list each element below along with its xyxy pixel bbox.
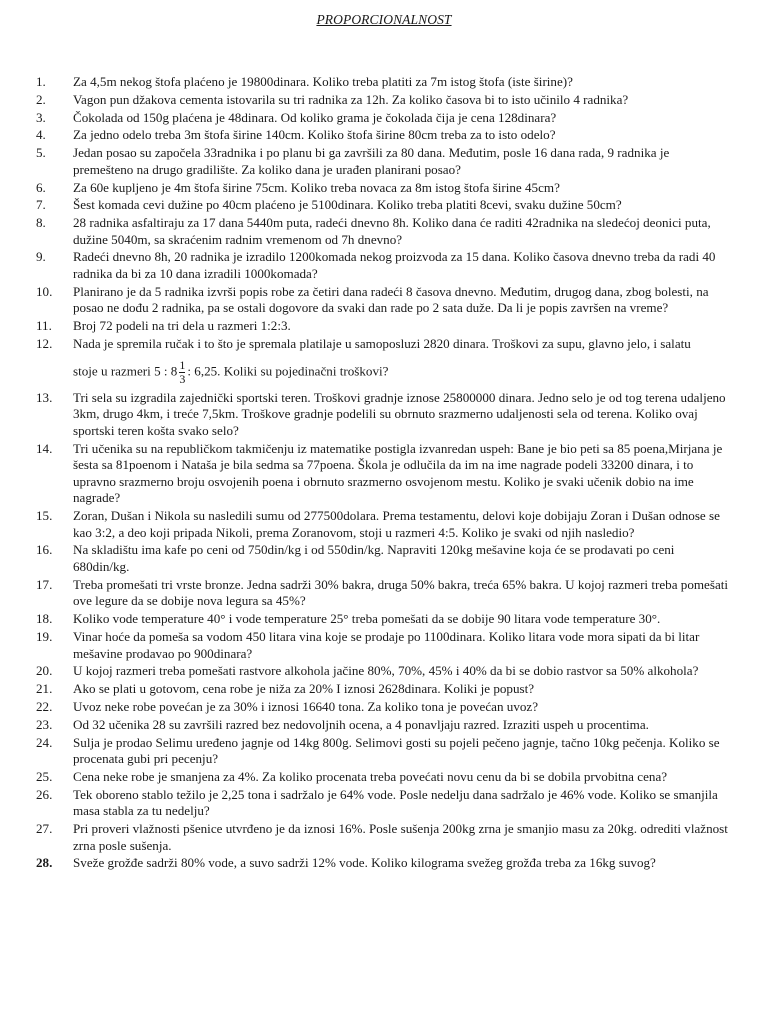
problem-number: 26. bbox=[36, 786, 53, 802]
problem-text: Tek oboreno stablo težilo je 2,25 tona i sadržalo je 64% vode. Posle nedelju dana sadržalo je 46% vode. Koliko se smanjila masa stabla za tu nedelju? bbox=[73, 786, 718, 819]
problem-number: 12. bbox=[36, 335, 53, 351]
ratio-text-end: : 6,25. Koliki su pojedinačni troškovi? bbox=[187, 363, 389, 379]
problem-text: Jedan posao su započela 33radnika i po planu bi ga završili za 80 dana. Međutim, posle 16 dana rada, 9 radnika je premešteno na drugo gradilište. Za koliko dana je urađen planirani posao? bbox=[73, 145, 670, 177]
problem-number: 18. bbox=[36, 611, 53, 627]
problem-text: Šest komada cevi dužine po 40cm plaćeno je 5100dinara. Koliko treba platiti 8cevi, svaku dužine 50cm? bbox=[73, 197, 622, 213]
problem-text: Za 60e kupljeno je 4m štofa širine 75cm. Koliko treba novaca za 8m istog štofa širine 45cm? bbox=[73, 179, 560, 195]
list-item bbox=[0, 336, 768, 386]
fraction-denominator: 3 bbox=[179, 371, 186, 386]
problem-text: Na skladištu ima kafe po ceni od 750din/kg i od 550din/kg. Napraviti 120kg mešavine koja će se prodavati po ceni 680din/kg. bbox=[73, 542, 675, 575]
problem-number: 11. bbox=[36, 318, 52, 334]
problem-text: Planirano je da 5 radnika izvrši popis robe za četiri dana radeći 8 časova dnevno. Međutim, drugog dana, zbog bolesti, na posao ne dođu 2 radnika, pa se ostali dogovore da svaki dan rade po 2 sata duže. Da li je popis završen na vreme? bbox=[73, 283, 709, 316]
problem-number: 21. bbox=[36, 681, 53, 697]
list-item bbox=[0, 197, 768, 214]
problem-number: 3. bbox=[36, 109, 46, 125]
problem-number: 10. bbox=[36, 283, 53, 299]
problem-number: 7. bbox=[36, 197, 46, 213]
problem-number: 27. bbox=[36, 821, 53, 837]
list-item bbox=[0, 717, 768, 734]
list-item bbox=[0, 92, 768, 109]
ratio-line bbox=[73, 359, 730, 386]
problem-number: 19. bbox=[36, 629, 53, 644]
list-item bbox=[0, 508, 768, 541]
problem-text: Cena neke robe je smanjena za 4%. Za koliko procenata treba povećati novu cenu da bi se dobila prvobitna cena? bbox=[73, 768, 668, 784]
list-item bbox=[0, 110, 768, 127]
list-item bbox=[0, 769, 768, 786]
problem-text: Uvoz neke robe povećan je za 30% i iznosi 16640 tona. Za koliko tona je povećan uvoz? bbox=[73, 698, 539, 714]
problem-number: 23. bbox=[36, 716, 53, 732]
problem-text: Koliko vode temperature 40° i vode temperature 25° treba pomešati da se dobije 90 litara vode temperature 30°. bbox=[73, 611, 661, 627]
problem-number: 17. bbox=[36, 576, 53, 592]
problem-text: Od 32 učenika 28 su završili razred bez nedovoljnih ocena, a 4 ponavljaju razred. Izraziti uspeh u procentima. bbox=[73, 716, 649, 732]
problem-text: Za jedno odelo treba 3m štofa širine 140cm. Koliko štofa širine 80cm treba za to isto odelo? bbox=[73, 127, 556, 143]
problem-text: Nada je spremila ručak i to što je spremala platilaje u samoposluzi 2820 dinara. Troškovi za supu, glavno jelo, i salatu bbox=[73, 335, 691, 351]
problem-text: 28 radnika asfaltiraju za 17 dana 5440m puta, radeći dnevno 8h. Koliko dana će raditi 42radnika na sledećoj deonici puta, dužine 5040m, sa skraćenim radnim vremenom od 7h dnevno? bbox=[73, 215, 711, 247]
list-item bbox=[0, 441, 768, 507]
problem-text: Vagon pun džakova cementa istovarila su tri radnika za 12h. Za koliko časova bi to isto učinilo 4 radnika? bbox=[73, 91, 629, 107]
page-title: PROPORCIONALNOST bbox=[316, 12, 452, 27]
problem-text: Čokolada od 150g plaćena je 48dinara. Od koliko grama je čokolada čija je cena 128dinara? bbox=[73, 109, 557, 125]
problem-number: 1. bbox=[36, 74, 46, 89]
list-item bbox=[0, 180, 768, 197]
list-item bbox=[0, 577, 768, 610]
list-item bbox=[0, 127, 768, 144]
list-item bbox=[0, 318, 768, 335]
list-item bbox=[0, 145, 768, 178]
mixed-fraction bbox=[179, 359, 185, 386]
problem-number: 15. bbox=[36, 508, 53, 524]
problem-text: Ako se plati u gotovom, cena robe je niža za 20% I iznosi 2628dinara. Koliki je popust? bbox=[73, 681, 535, 697]
problem-number: 22. bbox=[36, 698, 53, 714]
problem-number: 28. bbox=[36, 855, 53, 871]
list-item bbox=[0, 215, 768, 248]
problem-text: Sveže grožđe sadrži 80% vode, a suvo sadrži 12% vode. Koliko kilograma svežeg grožđa treba za 16kg suvog? bbox=[73, 855, 656, 871]
problem-text: Broj 72 podeli na tri dela u razmeri 1:2:3. bbox=[73, 318, 291, 334]
problem-list bbox=[0, 74, 768, 873]
problem-text: Radeći dnevno 8h, 20 radnika je izradilo 1200komada nekog proizvoda za 15 dana. Koliko časova dnevno treba da radi 40 radnika da bi za 10 dana izradili 1000komada? bbox=[73, 249, 716, 282]
problem-number: 8. bbox=[36, 215, 46, 231]
list-item bbox=[0, 249, 768, 282]
problem-number: 20. bbox=[36, 663, 53, 679]
list-item bbox=[0, 735, 768, 768]
problem-number: 5. bbox=[36, 145, 46, 161]
problem-text: Pri proveri vlažnosti pšenice utvrđeno je da iznosi 16%. Posle sušenja 200kg zrna je smanjio masu za 20kg. odrediti vlažnost zrna posle sušenja. bbox=[73, 821, 728, 853]
problem-text: Za 4,5m nekog štofa plaćeno je 19800dinara. Koliko treba platiti za 7m istog štofa (iste širine)? bbox=[73, 74, 573, 89]
problem-number: 4. bbox=[36, 127, 46, 143]
list-item bbox=[0, 284, 768, 317]
fraction-numerator: 1 bbox=[179, 357, 186, 372]
problem-text: Tri učenika su na republičkom takmičenju iz matematike postigla izvanredan uspeh: Bane je bio peti sa 85 poena,Mirjana je šesta sa 81poenom i Nataša je bila sedma sa 77poena. Škola je odlučila da im na ime nagrade podeli 33200 dinara, i to upravno srazmerno broju osvojenih poena i obrnuto srazmerno osvojenom mestu. Koliko je svaki učenik dobio na ime nagrade? bbox=[73, 440, 723, 506]
problem-number: 9. bbox=[36, 249, 46, 265]
problem-text: U kojoj razmeri treba pomešati rastvore alkohola jačine 80%, 70%, 45% i 40% da bi se dobio rastvor sa 50% alkohola? bbox=[73, 663, 699, 679]
problem-text: Tri sela su izgradila zajednički sportski teren. Troškovi gradnje iznose 25800000 dinara. Jedno selo je od tog terena udaljeno 3km, drugo 4km, i treće 7,5km. Troškove gradnje podelili su obrnuto srazmerno udaljenosti sela od terena. Koliko ovaj sportski teren košta svako selo? bbox=[73, 389, 726, 438]
problem-text: Sulja je prodao Selimu uređeno jagnje od 14kg 800g. Selimovi gosti su pojeli pečeno jagnje, tačno 10kg pečenja. Koliko se procenata gubi pri pecenju? bbox=[73, 734, 720, 767]
list-item bbox=[0, 611, 768, 628]
problem-number: 14. bbox=[36, 440, 53, 456]
problem-number: 25. bbox=[36, 768, 53, 784]
ratio-text-start: stoje u razmeri 5 : 8 bbox=[73, 363, 178, 379]
problem-text: Zoran, Dušan i Nikola su nasledili sumu od 277500dolara. Prema testamentu, delovi koje dobijaju Zoran i Dušan odnose se kao 3:2, a deo koji pripada Nikoli, prema Zoranovom, stoji u razmeri 4:5. Koliko je svaki od njih nasledio? bbox=[73, 508, 720, 540]
problem-number: 6. bbox=[36, 179, 46, 195]
problem-number: 2. bbox=[36, 91, 46, 107]
problem-text: Vinar hoće da pomeša sa vodom 450 litara vina koje se prodaje po 1100dinara. Koliko litara vode mora sipati da bi litar mešavine prodavao po 900dinara? bbox=[73, 629, 700, 661]
problem-number: 24. bbox=[36, 734, 53, 750]
list-item bbox=[0, 821, 768, 854]
list-item bbox=[0, 699, 768, 716]
problem-text: Treba promešati tri vrste bronze. Jedna sadrži 30% bakra, druga 50% bakra, treća 65% bakra. U kojoj razmeri treba pomešati ove legure da se dobije nova legura sa 45%? bbox=[73, 576, 729, 609]
list-item bbox=[0, 681, 768, 698]
list-item bbox=[0, 663, 768, 680]
problem-number: 13. bbox=[36, 389, 53, 405]
list-item bbox=[0, 390, 768, 440]
list-item bbox=[0, 629, 768, 662]
problem-number: 16. bbox=[36, 542, 53, 558]
list-item bbox=[0, 74, 768, 91]
list-item bbox=[0, 855, 768, 872]
list-item bbox=[0, 787, 768, 820]
list-item bbox=[0, 542, 768, 575]
